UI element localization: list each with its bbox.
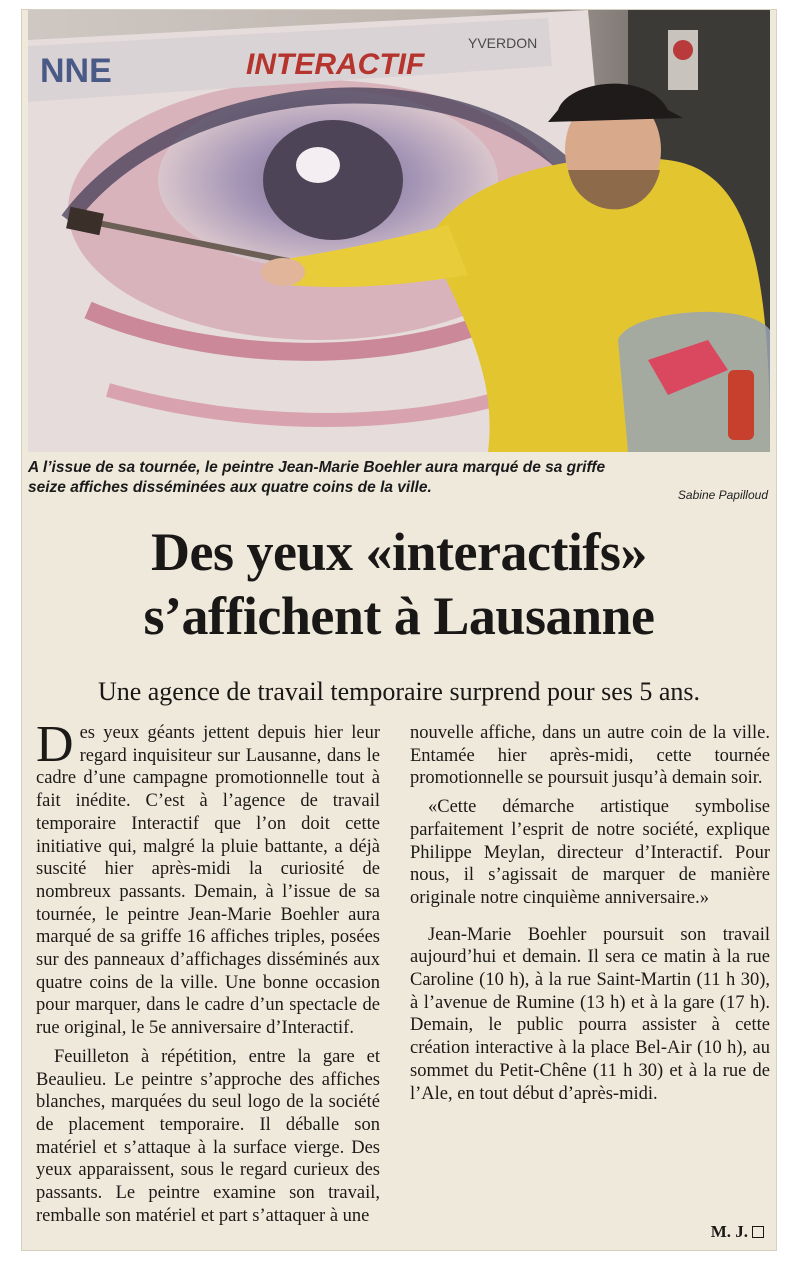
article-paragraph-3: «Cette démarche artistique symbolise parfaitement l’esprit de notre société, explique Philippe Meylan, directeur d’Interactif. Pour nous, il s’agissait de marquer de manière originale notre cinquième anniversaire.» xyxy=(410,797,770,908)
newspaper-clipping xyxy=(22,10,776,1250)
byline-initials: M. J. xyxy=(710,1222,748,1241)
photo-credit: Sabine Papilloud xyxy=(677,488,768,502)
article-paragraph-2: Feuilleton à répétition, entre la gare et Beaulieu. Le peintre s’approche des affiches blanches, marquées du seul logo de la société de placement temporaire. Il déballe son matériel et s’attaque à la surface vierge. Des yeux apparaissent, sous le regard curieux des passants. Le peintre examine son travail, remballe son matériel et part s’attaquer à une xyxy=(36,1046,380,1226)
paragraph-1-text: es yeux géants jettent depuis hier leur regard inquisiteur sur Lausanne, dans le cadre d’une campagne promotionnelle tout à fait inédite. C’est à l’agence de travail temporaire Interactif que l’on doit cette initiative qui, malgré la pluie battante, a déjà suscité hier après-midi la curiosité de nombreux passants. Demain, à l’issue de sa tournée, le peintre Jean-Marie Boehler aura marqué de sa griffe 16 affiches triples, posées sur des panneaux d’affichages disséminés aux quatre coins de la ville. Une bonne occasion pour marquer, dans le cadre d’un spectacle de rue original, le 5e anniversaire d’Interactif. xyxy=(36,723,380,1039)
article-column-left xyxy=(36,716,380,1227)
banner-text-right: YVERDON xyxy=(468,35,538,51)
article-paragraph-4: Jean-Marie Boehler poursuit son travail aujourd’hui et demain. Il sera ce matin à la rue Caroline (10 h), à la rue Saint-Martin (11 h 30), à l’avenue de Rumine (13 h) et à la gare (17 h). Demain, le public pourra assister à cette création interactive à la place Bel-Air (10 h), au sommet du Petit-Chêne (11 h 30) et à la rue de l’Ale, en tout début d’après-midi. xyxy=(410,924,770,1104)
article-paragraph-1 xyxy=(36,716,380,1040)
banner-text-left: NNE xyxy=(40,52,112,90)
banner-logo: INTERACTIF xyxy=(246,48,425,81)
author-byline xyxy=(711,1222,764,1242)
article-column-right xyxy=(410,722,770,1105)
drop-cap: D xyxy=(36,716,74,773)
headline xyxy=(22,520,776,648)
painter-photo-illustration xyxy=(28,10,770,452)
photo-caption xyxy=(28,458,770,498)
article-paragraph-2-continued: nouvelle affiche, dans un autre coin de la ville. Entamée hier après-midi, cette tournée promotionnelle se poursuit jusqu’à demain soir. xyxy=(410,723,770,789)
end-mark-box xyxy=(752,1226,764,1238)
subtitle: Une agence de travail temporaire surprend pour ses 5 ans. xyxy=(97,677,701,706)
article-photo xyxy=(28,10,770,452)
headline-line-2: s’affichent à Lausanne xyxy=(143,586,655,646)
headline-line-1: Des yeux «interactifs» xyxy=(151,522,647,582)
caption-line-2: seize affiches disséminées aux quatre coins de la ville. xyxy=(28,479,432,496)
caption-line-1: A l’issue de sa tournée, le peintre Jean-Marie Boehler aura marqué de sa griffe xyxy=(28,459,606,476)
